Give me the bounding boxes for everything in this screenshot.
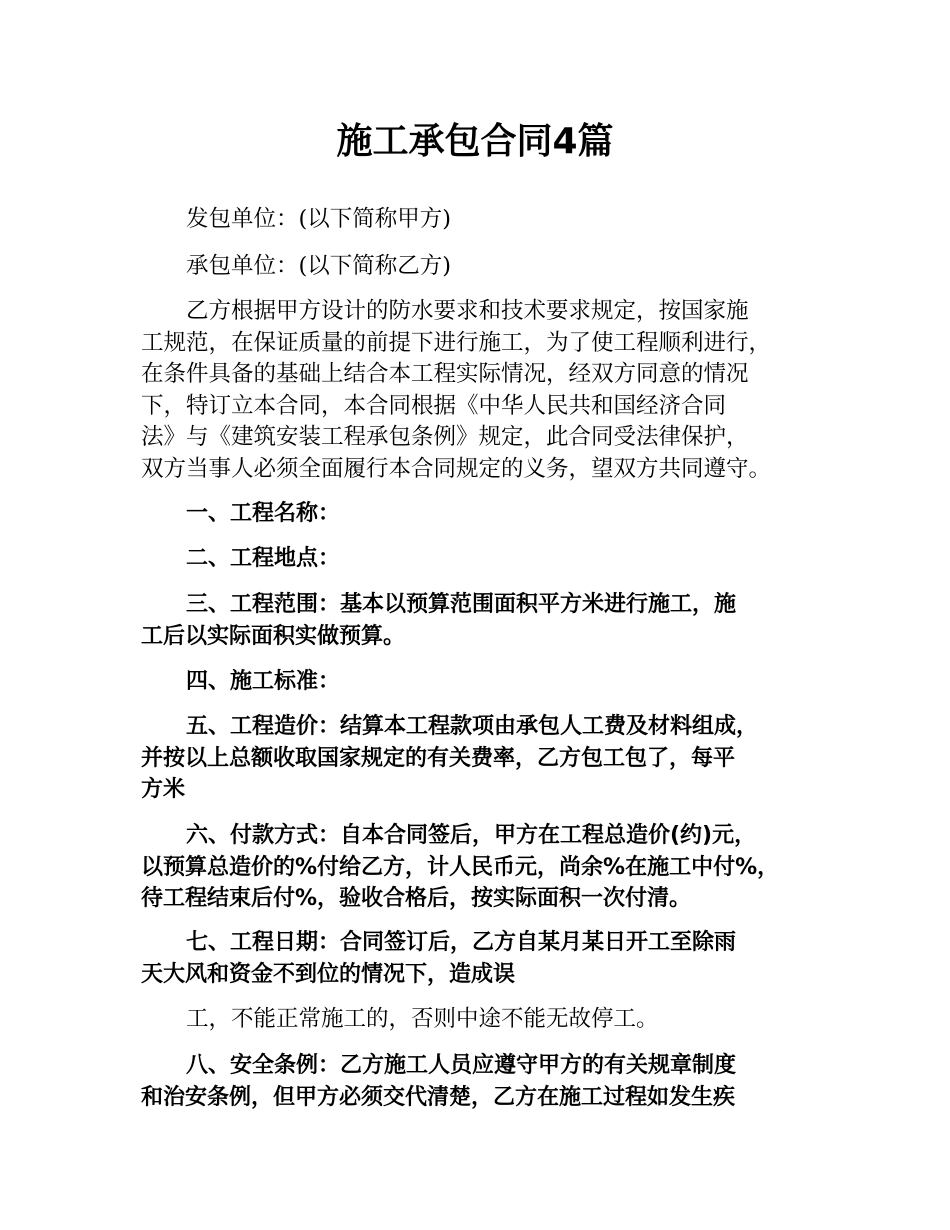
clause-6 (141, 820, 831, 915)
clause-8-line: 和治安条例，但甲方必须交代清楚，乙方在施工过程如发生疾 (141, 1084, 736, 1110)
clause-3-line: 工后以实际面积实做预算。 (141, 623, 406, 649)
preamble-line: 在条件具备的基础上结合本工程实际情况，经双方同意的情况 (141, 361, 749, 387)
clause-4 (141, 666, 831, 698)
clause-5-line: 五、工程造价：结算本工程款项由承包人工费及材料组成， (186, 714, 759, 739)
preamble-paragraph (141, 296, 831, 485)
clause-4-text: 四、施工标准： (186, 669, 341, 694)
clause-5-line: 并按以上总额收取国家规定的有关费率，乙方包工包了，每平 (141, 745, 736, 771)
preamble-line: 下，特订立本合同，本合同根据《中华人民共和国经济合同 (141, 392, 727, 419)
clause-7-continued-text: 工，不能正常施工的，否则中途不能无故停工。 (186, 1006, 659, 1032)
preamble-line: 法》与《建筑安装工程承包条例》规定，此合同受法律保护， (141, 424, 749, 450)
clause-3 (141, 589, 831, 652)
clause-7-line: 天大风和资金不到位的情况下，造成误 (141, 961, 516, 987)
clause-3-line: 三、工程范围：基本以预算范围面积平方米进行施工，施 (186, 592, 737, 617)
preamble-line: 工规范，在保证质量的前提下进行施工，为了使工程顺利进行， (141, 329, 772, 356)
employer-text: 发包单位：(以下简称甲方) (186, 206, 452, 232)
clause-5 (141, 711, 831, 806)
clause-6-line: 待工程结束后付%，验收合格后，按实际面积一次付清。 (141, 886, 692, 911)
clause-7-line: 七、工程日期：合同签订后，乙方自某月某日开工至除雨 (186, 930, 737, 955)
clause-1 (141, 498, 831, 530)
clause-7-continued (141, 1004, 831, 1036)
clause-5-line: 方米 (141, 777, 186, 802)
preamble-line: 乙方根据甲方设计的防水要求和技术要求规定，按国家施 (186, 298, 749, 324)
clause-2-text: 二、工程地点： (186, 546, 341, 571)
clause-7 (141, 927, 831, 990)
preamble-line: 双方当事人必须全面履行本合同规定的义务，望双方共同遵守。 (141, 455, 772, 482)
clause-6-line: 以预算总造价的%付给乙方，计人民币元，尚余%在施工中付%， (141, 854, 780, 880)
clause-8 (141, 1050, 831, 1113)
contractor-text: 承包单位：(以下简称乙方) (186, 253, 452, 279)
clause-8-line: 八、安全条例：乙方施工人员应遵守甲方的有关规章制度 (186, 1053, 737, 1078)
employer-line (141, 204, 831, 236)
document-title: 施工承包合同4篇 (336, 121, 614, 162)
contractor-line (141, 251, 831, 283)
clause-6-line: 六、付款方式：自本合同签后，甲方在工程总造价(约)元， (186, 823, 757, 848)
clause-1-text: 一、工程名称： (186, 501, 341, 526)
clause-2 (141, 543, 831, 575)
